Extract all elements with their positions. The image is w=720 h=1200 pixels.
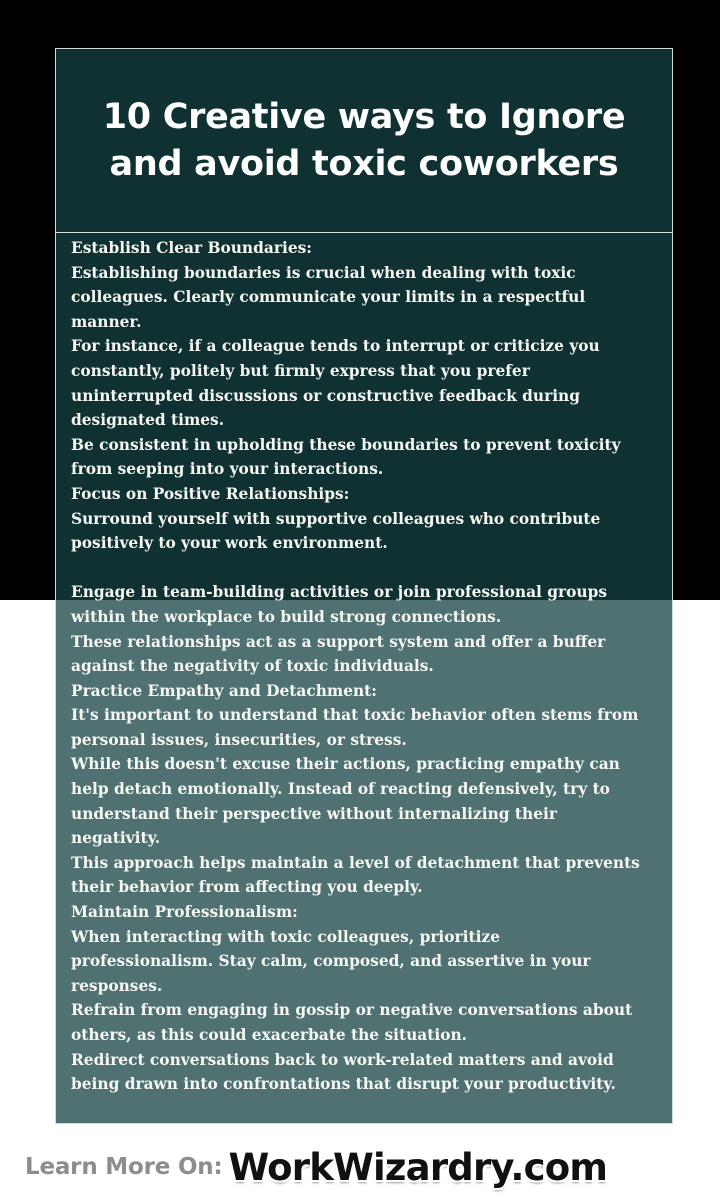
footer-label: Learn More On: (25, 1154, 223, 1180)
body-line: Redirect conversations back to work-related matters and avoid (71, 1050, 614, 1069)
body-line: personal issues, insecurities, or stress. (71, 730, 407, 749)
body-line: These relationships act as a support system and offer a buffer (71, 632, 606, 651)
body-line: Maintain Professionalism: (71, 903, 298, 922)
body-line: help detach emotionally. Instead of reacting defensively, try to (71, 780, 610, 799)
body-line: uninterrupted discussions or constructive feedback during (71, 386, 580, 405)
body-line: others, as this could exacerbate the situation. (71, 1026, 468, 1044)
blank-line (71, 556, 658, 581)
body-line: understand their perspective without internalizing their (71, 804, 557, 823)
body-line: negativity. (71, 829, 161, 848)
body-line: Practice Empathy and Detachment: (71, 681, 377, 700)
body-line: When interacting with toxic colleagues, prioritize (71, 927, 500, 946)
body-line: Engage in team-building activities or join professional groups (71, 583, 607, 602)
body-line: responses. (71, 976, 163, 995)
body-line: Focus on Positive Relationships: (71, 484, 350, 503)
title-line-2: and avoid toxic coworkers (109, 143, 619, 184)
website-link[interactable]: WorkWizardry.com (228, 1145, 608, 1189)
body-line: being drawn into confrontations that disrupt your productivity. (71, 1075, 616, 1094)
poster-body (56, 233, 672, 1097)
body-line: Be consistent in upholding these boundaries to prevent toxicity (71, 435, 621, 454)
body-line: While this doesn't excuse their actions, practicing empathy can (71, 755, 620, 774)
title-line-1: 10 Creative ways to Ignore (102, 96, 626, 137)
body-line: manner. (71, 312, 142, 331)
body-line: Refrain from engaging in gossip or negative conversations about (71, 1001, 633, 1020)
body-line: This approach helps maintain a level of detachment that prevents (71, 853, 640, 872)
footer (25, 1141, 705, 1193)
poster-title (103, 94, 626, 187)
body-line: For instance, if a colleague tends to interrupt or criticize you (71, 337, 600, 356)
body-line: Surround yourself with supportive colleagues who contribute (71, 509, 601, 528)
body-line: against the negativity of toxic individuals. (71, 657, 434, 676)
body-line: Establishing boundaries is crucial when dealing with toxic (71, 263, 576, 282)
body-line: colleagues. Clearly communicate your limits in a respectful (71, 288, 586, 307)
body-line: within the workplace to build strong connections. (71, 607, 502, 626)
body-line: designated times. (71, 411, 225, 430)
body-line: constantly, politely but firmly express that you prefer (71, 361, 530, 380)
poster-card (55, 48, 673, 1124)
body-line: from seeping into your interactions. (71, 460, 384, 479)
body-line: professionalism. Stay calm, composed, and assertive in your (71, 952, 591, 971)
body-line: positively to your work environment. (71, 534, 388, 553)
poster-header (56, 49, 672, 233)
body-line: Establish Clear Boundaries: (71, 239, 312, 257)
body-line: It's important to understand that toxic behavior often stems from (71, 706, 639, 725)
body-line: their behavior from affecting you deeply. (71, 878, 423, 897)
